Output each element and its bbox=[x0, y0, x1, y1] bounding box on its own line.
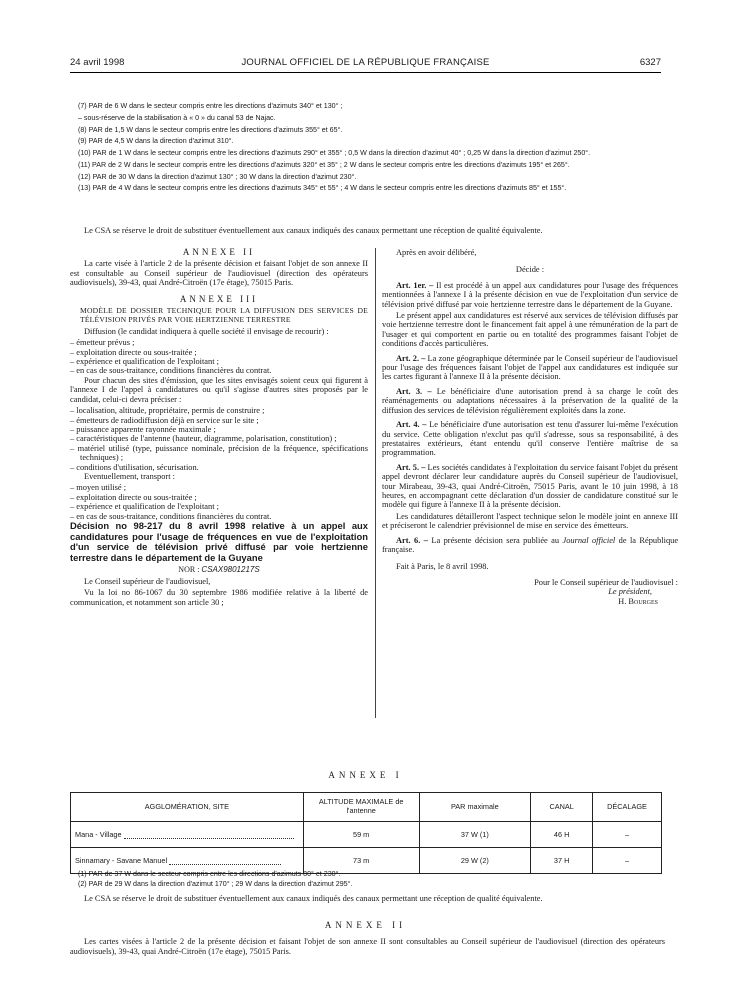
site-cell bbox=[71, 822, 304, 848]
decalage-cell: – bbox=[593, 822, 662, 848]
table-row bbox=[71, 822, 662, 848]
list-item: – localisation, altitude, propriétaire, permis de construire ; bbox=[70, 406, 265, 416]
nor-reference bbox=[70, 565, 368, 574]
annex3-title: MODÈLE DE DOSSIER TECHNIQUE POUR LA DIFFUSION DES SERVICES DE TÉLÉVISION PRIVÉS PAR VOIE HERTZIENNE TERRESTRE bbox=[80, 306, 368, 325]
annex2-bottom-heading: ANNEXE II bbox=[324, 920, 407, 930]
article-1-paragraph-2: Le présent appel aux candidatures est réservé aux services de télévision diffusés par voie hertzienne terrestre dont le financement fait appel à une rémunération de la part de l'usager et qui comportent en partie ou en totalité des programmes faisant l'objet de conditions d'accès particulières. bbox=[382, 311, 678, 349]
article-1 bbox=[382, 281, 678, 309]
header-journal-title: JOURNAL OFFICIEL DE LA RÉPUBLIQUE FRANÇAISE bbox=[241, 57, 490, 68]
list-item: – émetteur prévus ; bbox=[70, 338, 135, 348]
article-5-paragraph-2: Les candidatures détailleront l'aspect technique selon le modèle joint en annexe III et préciseront le calendrier prévisionnel de mise en service des émetteurs. bbox=[382, 511, 678, 531]
table-header-row bbox=[71, 793, 662, 822]
leader-dots bbox=[169, 858, 281, 865]
column-header: CANAL bbox=[531, 793, 593, 822]
header-date: 24 avril 1998 bbox=[70, 57, 125, 68]
signature-name: H. Bourges bbox=[618, 596, 658, 606]
leader-dots bbox=[124, 832, 294, 839]
list-item: – émetteurs de radiodiffusion déjà en service sur le site ; bbox=[70, 415, 259, 425]
apres-deliberation: Après en avoir délibéré, bbox=[396, 248, 477, 257]
list-item: – en cas de sous-traitance, conditions financières du contrat. bbox=[70, 366, 272, 376]
signature-line-2: Le président, bbox=[608, 587, 652, 597]
transport-intro: Eventuellement, transport : bbox=[84, 471, 175, 481]
footnote: (2) PAR de 29 W dans la direction d'azimut 170° ; 29 W dans la direction d'azimut 295°. bbox=[78, 879, 353, 888]
article-6-text-pre: La présente décision sera publiée au bbox=[431, 535, 560, 545]
list-item: – expérience et qualification de l'exploitant ; bbox=[70, 357, 219, 367]
decide-line: Décide : bbox=[515, 265, 545, 275]
annex1-table bbox=[70, 792, 662, 874]
nor-code: CSAX9801217S bbox=[201, 565, 260, 575]
decalage-cell: – bbox=[593, 848, 662, 874]
fait-a-paris: Fait à Paris, le 8 avril 1998. bbox=[396, 562, 489, 572]
article-6-label: Art. 6. – bbox=[396, 535, 428, 545]
annex1-heading: ANNEXE I bbox=[328, 770, 403, 780]
par-cell: 29 W (2) bbox=[419, 848, 531, 874]
altitude-cell: 73 m bbox=[303, 848, 419, 874]
header-page-number: 6327 bbox=[639, 57, 661, 68]
annex3-heading: ANNEXE III bbox=[179, 293, 259, 304]
signature-line-1: Pour le Conseil supérieur de l'audiovisuel : bbox=[534, 577, 678, 587]
sites-intro: Pour chacun des sites d'émission, que les sites envisagés soient ceux qui figurent à l'annexe I de l'appel à candidatures ou qu'il s'agisse d'autres sites proposés par le candidat, celui-ci devra préciser : bbox=[70, 375, 368, 404]
list-item: – puissance apparente rayonnée maximale ; bbox=[70, 424, 216, 434]
csa-reservation-bottom: Le CSA se réserve le droit de substituer éventuellement aux canaux indiqués des canaux permettant une réception de qualité équivalente. bbox=[84, 894, 543, 903]
canal-cell: 37 H bbox=[531, 848, 593, 874]
page-header bbox=[70, 57, 661, 71]
article-3-text: Le bénéficiaire d'une autorisation prend à sa charge le coût des réaménagements ou adaptations nécessaires à la préservation de la qualité de la diffusion des services de télévision régulièrement exploités dans la zone. bbox=[382, 386, 678, 415]
header-rule bbox=[70, 72, 661, 73]
list-item: – exploitation directe ou sous-traitée ; bbox=[70, 347, 197, 357]
column-header: DÉCALAGE bbox=[593, 793, 662, 822]
article-2-label: Art. 2. – bbox=[396, 353, 426, 363]
site-name: Sinnamary - Savane Manuel bbox=[75, 856, 168, 865]
council-line: Le Conseil supérieur de l'audiovisuel, bbox=[84, 576, 211, 586]
article-1-text: Il est procédé à un appel aux candidatures pour l'usage des fréquences mentionnées à l'annexe I à la présente décision en vue de l'exploitation d'un service de télévision privé diffusé par voie hertzienne terrestre dans le département de la Guyane. bbox=[382, 280, 679, 309]
footnote: (8) PAR de 1,5 W dans le secteur compris entre les directions d'azimuts 355° et 65°. bbox=[78, 125, 343, 134]
article-6-text-post: de la République française. bbox=[382, 535, 679, 554]
vu-clause: Vu la loi no 86-1067 du 30 septembre 1986 modifiée relative à la liberté de communication, et notamment son article 30 ; bbox=[70, 588, 368, 607]
column-divider bbox=[375, 248, 376, 718]
article-3 bbox=[382, 387, 678, 415]
left-column bbox=[70, 248, 368, 609]
column-header: ALTITUDE MAXIMALE de l'antenne bbox=[303, 793, 419, 822]
list-item: – matériel utilisé (type, puissance nominale, précision de la fréquence, spécifications techniques) ; bbox=[70, 443, 368, 463]
annex2-text: La carte visée à l'article 2 de la présente décision et faisant l'objet de son annexe II est consultable au Conseil supérieur de l'audiovisuel (direction des opérateurs audiovisuels), 39-43, quai André-Citroën (17e étage), 75015 Paris. bbox=[70, 259, 368, 288]
column-header: AGGLOMÉRATION, SITE bbox=[71, 793, 304, 822]
list-item: – expérience et qualification de l'exploitant ; bbox=[70, 502, 219, 512]
signature-block bbox=[382, 578, 678, 606]
article-4-text: Le bénéficiaire d'une autorisation est tenu d'assurer lui-même l'exécution du service. Cette obligation n'exclut pas qu'il s'adresse, sous sa responsabilité, à des prestataires extérieurs, étant entendu qu'il conserve l'entière maîtrise de sa programmation. bbox=[382, 420, 678, 458]
footnote: (1) PAR de 37 W dans le secteur compris entre les directions d'azimuts 80° et 230°. bbox=[78, 870, 341, 878]
article-5-label: Art. 5. – bbox=[396, 462, 426, 472]
article-1-label: Art. 1er. – bbox=[396, 280, 434, 290]
right-column bbox=[382, 248, 678, 606]
footnote: – sous-réserve de la stabilisation à « 0 » du canal 53 de Najac. bbox=[78, 113, 276, 122]
site-name: Mana - Village bbox=[75, 830, 122, 839]
top-footnotes bbox=[70, 102, 665, 196]
column-header: PAR maximale bbox=[419, 793, 531, 822]
article-2 bbox=[382, 354, 678, 382]
footnote: (12) PAR de 30 W dans la direction d'azimut 130° ; 30 W dans la direction d'azimut 230°. bbox=[78, 172, 357, 181]
list-item: – moyen utilisé ; bbox=[70, 483, 127, 493]
canal-cell: 46 H bbox=[531, 822, 593, 848]
article-5 bbox=[382, 463, 678, 510]
list-item: – conditions d'utilisation, sécurisation. bbox=[70, 462, 199, 472]
article-3-label: Art. 3. – bbox=[396, 386, 432, 396]
annex1-footnotes bbox=[70, 870, 665, 889]
annex2-heading: ANNEXE II bbox=[182, 247, 256, 257]
article-2-text: La zone géographique déterminée par le Conseil supérieur de l'audiovisuel pour l'usage des fréquences faisant l'objet de l'appel aux candidatures est indiquée sur les cartes figurant à l'annexe II à la présente décision. bbox=[382, 353, 679, 382]
footnote: (11) PAR de 2 W dans le secteur compris entre les directions d'azimuts 320° et 35° ; 2 W dans le secteur compris entre les directions d'azimuts 195° et 265°. bbox=[78, 160, 570, 169]
list-item: – en cas de sous-traitance, conditions financières du contrat. bbox=[70, 511, 272, 521]
list-item: – caractéristiques de l'antenne (hauteur, diagramme, polarisation, constitution) ; bbox=[70, 434, 337, 444]
transport-list bbox=[70, 483, 368, 521]
csa-reservation-top: Le CSA se réserve le droit de substituer éventuellement aux canaux indiqués des canaux permettant une réception de qualité équivalente. bbox=[84, 226, 543, 235]
par-cell: 37 W (1) bbox=[419, 822, 531, 848]
nor-label: NOR : bbox=[178, 565, 200, 575]
article-5-text: Les sociétés candidates à l'exploitation du service faisant l'objet du présent appel devront déclarer leur candidature auprès du Conseil supérieur de l'audiovisuel, tour Mirabeau, 39-43, quai André-Citroën, 75015 Paris, avant le 10 juin 1998, à 18 heures, en accompagnant cette déclaration d'un dossier de candidature constitué sur le modèle qui figure à l'annexe II à la présente décision. bbox=[382, 462, 679, 510]
article-6 bbox=[382, 536, 678, 555]
footnote: (13) PAR de 4 W dans le secteur compris entre les directions d'azimuts 345° et 55° ; 4 W dans le secteur compris entre les directions d'azimuts 85° et 155°. bbox=[78, 184, 567, 193]
list-item: – exploitation directe ou sous-traitée ; bbox=[70, 492, 197, 502]
decision-title: Décision no 98-217 du 8 avril 1998 relative à un appel aux candidatures pour l'usage de fréquences en vue de l'exploitation d'un service de télévision privé diffusé par voie hertzienne terrestre dans le département de la Guyane bbox=[70, 519, 368, 563]
annex2-bottom-text: Les cartes visées à l'article 2 de la présente décision et faisant l'objet de son annexe II sont consultables au Conseil supérieur de l'audiovisuel (direction des opérateurs audiovisuels), 39-43, quai André-Citroën (17e étage), 75015 Paris. bbox=[70, 937, 665, 956]
diffusion-list bbox=[70, 338, 368, 376]
journal-officiel-ref: Journal officiel bbox=[562, 535, 616, 545]
footnote: (7) PAR de 6 W dans le secteur compris entre les directions d'azimuts 340° et 130° ; bbox=[78, 102, 343, 110]
article-4 bbox=[382, 420, 678, 458]
footnote: (10) PAR de 1 W dans le secteur compris entre les directions d'azimuts 290° et 355° ; 0,5 W dans la direction d'azimut 40° ; 0,25 W dans la direction d'azimut 250°. bbox=[78, 149, 591, 158]
sites-list bbox=[70, 406, 368, 472]
article-4-label: Art. 4. – bbox=[396, 420, 427, 430]
footnote: (9) PAR de 4,5 W dans la direction d'azimut 310°. bbox=[78, 137, 234, 146]
diffusion-intro: Diffusion (le candidat indiquera à quelle société il envisage de recourir) : bbox=[84, 326, 329, 336]
altitude-cell: 59 m bbox=[303, 822, 419, 848]
